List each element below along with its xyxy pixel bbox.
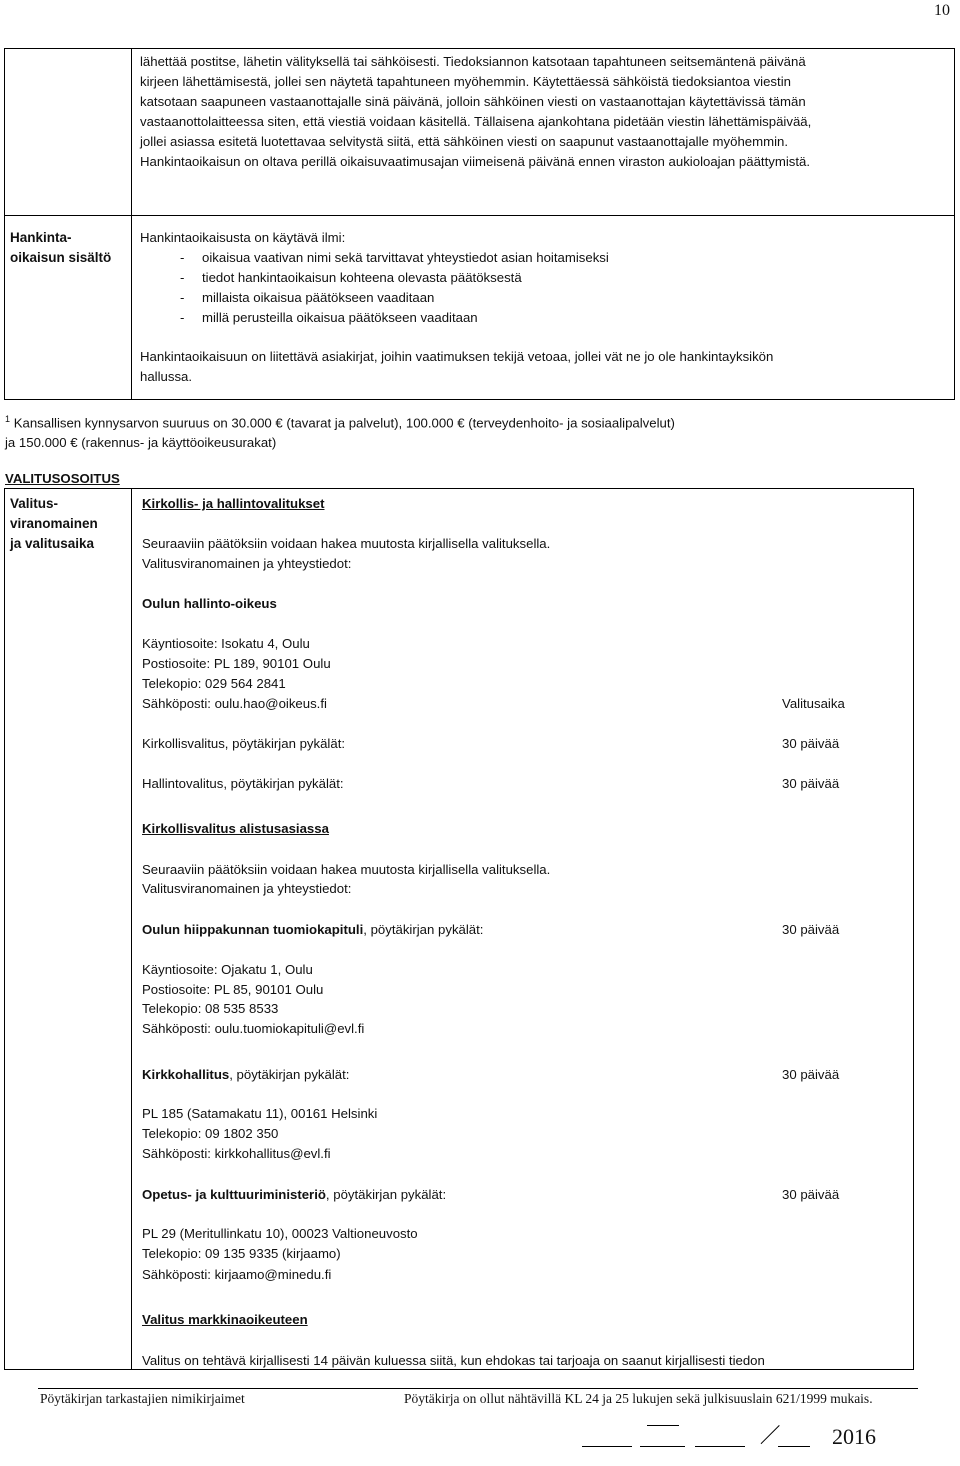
authority-name: Kirkkohallitus: [142, 1067, 230, 1082]
text-line: Valitus on tehtävä kirjallisesti 14 päivän kuluessa siitä, kun ehdokas tai tarjoaja on saanut kirjallisesti tiedon: [142, 1353, 765, 1368]
requirements-intro: Hankintaoikaisusta on käytävä ilmi:: [140, 230, 346, 245]
postal-address: Postiosoite: PL 85, 90101 Oulu: [142, 982, 324, 997]
visit-address: Käyntiosoite: Isokatu 4, Oulu: [142, 636, 310, 651]
postal-address: PL 185 (Satamakatu 11), 00161 Helsinki: [142, 1106, 378, 1121]
postal-address: Postiosoite: PL 189, 90101 Oulu: [142, 656, 331, 671]
label-line: oikaisun sisältö: [10, 250, 112, 265]
date-slash: [761, 1425, 780, 1444]
delivery-paragraph: [140, 52, 955, 172]
list-item: - millaista oikaisua päätökseen vaaditaan: [180, 290, 435, 305]
postal-address: PL 29 (Meritullinkatu 10), 00023 Valtioneuvosto: [142, 1226, 418, 1241]
signature-line: [582, 1446, 632, 1447]
subsection-heading: Valitus markkinaoikeuteen: [142, 1312, 308, 1327]
footnote-marker: 1: [5, 414, 11, 424]
appeal-period: 30 päivää: [782, 1067, 840, 1082]
appeal-period: 30 päivää: [782, 922, 840, 937]
label-line: Valitus-: [10, 496, 59, 511]
text-line: Seuraaviin päätöksiin voidaan hakea muutosta kirjallisella valituksella.: [142, 862, 551, 877]
text-line: Valitusviranomainen ja yhteystiedot:: [142, 556, 352, 571]
fax-number: Telekopio: 09 135 9335 (kirjaamo): [142, 1246, 341, 1261]
text-line: vastaanottolaitteessa siten, että viestiä voidaan käsitellä. Tällaisena ajankohtana pidetään viestin lähettämispäivää,: [140, 114, 812, 129]
authority-row: Oulun hiippakunnan tuomiokapituli, pöytäkirjan pykälät:: [142, 922, 484, 937]
label-line: viranomainen: [10, 516, 98, 531]
footnote-text: Kansallisen kynnysarvon suuruus on 30.000 € (tavarat ja palvelut), 100.000 € (terveydenhoito- ja sosiaalipalvelut): [13, 415, 675, 431]
table-divider: [131, 488, 132, 1370]
label-line: ja valitusaika: [10, 536, 95, 551]
email-address: Sähköposti: kirjaamo@minedu.fi: [142, 1267, 332, 1282]
table-divider: [131, 48, 132, 400]
text-line: kirjeen lähettämisestä, jollei sen näytetä tapahtuneen myöhemmin. Käytettäessä sähköistä tiedoksiantoa viestin: [140, 74, 791, 89]
appeal-row-label: Hallintovalitus, pöytäkirjan pykälät:: [142, 776, 344, 791]
visit-address: Käyntiosoite: Ojakatu 1, Oulu: [142, 962, 313, 977]
fax-number: Telekopio: 08 535 8533: [142, 1001, 279, 1016]
footnote: [5, 409, 945, 453]
appeal-period: 30 päivää: [782, 776, 840, 791]
fax-number: Telekopio: 029 564 2841: [142, 676, 286, 691]
signature-line: [647, 1425, 679, 1426]
text-line: jollei asiassa esitetä luotettavaa selvitystä siitä, että sähköinen viesti on saapunut vastaanottajalle myöhemmin.: [140, 134, 789, 149]
email-address: Sähköposti: oulu.tuomiokapituli@evl.fi: [142, 1021, 365, 1036]
text-line: Hankintaoikaisuun on liitettävä asiakirjat, joihin vaatimuksen tekijä vetoaa, jollei vät ne jo ole hankintayksikön: [140, 349, 774, 364]
subsection-heading: Kirkollis- ja hallintovalitukset: [142, 496, 325, 511]
attachment-note: [140, 347, 950, 387]
signature-line: [778, 1446, 810, 1447]
email-address: Sähköposti: oulu.hao@oikeus.fi: [142, 696, 327, 711]
text-line: hallussa.: [140, 369, 193, 384]
page-number: 10: [934, 2, 950, 19]
authority-row: Kirkkohallitus, pöytäkirjan pykälät:: [142, 1067, 350, 1082]
text-line: Seuraaviin päätöksiin voidaan hakea muutosta kirjallisella valituksella.: [142, 536, 551, 551]
list-item: - tiedot hankintaoikaisun kohteena olevasta päätöksestä: [180, 270, 522, 285]
footer-display-note: Pöytäkirja on ollut nähtävillä KL 24 ja 25 lukujen sekä julkisuuslain 621/1999 mukais.: [404, 1391, 873, 1406]
appeal-period: 30 päivää: [782, 1187, 840, 1202]
text-line: Hankintaoikaisun on oltava perillä oikaisuvaatimusajan viimeisenä päivänä ennen viraston aukioloajan päättymistä.: [140, 154, 811, 169]
text-line: katsotaan saapuneen vastaanottajalle sinä päivänä, jolloin sähköinen viesti on vastaanottajan käytettävissä tämän: [140, 94, 806, 109]
email-address: Sähköposti: kirkkohallitus@evl.fi: [142, 1146, 331, 1161]
table-divider: [4, 215, 955, 216]
fax-number: Telekopio: 09 1802 350: [142, 1126, 279, 1141]
appeal-row-label: Kirkollisvalitus, pöytäkirjan pykälät:: [142, 736, 346, 751]
footer-rule: [38, 1388, 918, 1389]
content-requirements: [140, 228, 950, 328]
list-item: - millä perusteilla oikaisua päätökseen vaaditaan: [180, 310, 478, 325]
section-label: [10, 228, 111, 268]
section-heading: VALITUSOSOITUS: [5, 471, 120, 486]
signature-line: [640, 1446, 685, 1447]
year-label: 2016: [832, 1424, 876, 1449]
text-line: Valitusviranomainen ja yhteystiedot:: [142, 881, 352, 896]
authority-name: Opetus- ja kulttuuriministeriö: [142, 1187, 326, 1202]
list-item: - oikaisua vaativan nimi sekä tarvittavat yhteystiedot asian hoitamiseksi: [180, 250, 609, 265]
period-header: Valitusaika: [782, 696, 845, 711]
appeal-period: 30 päivää: [782, 736, 840, 751]
signature-line: [695, 1446, 745, 1447]
authority-name: Oulun hallinto-oikeus: [142, 596, 277, 611]
subsection-heading: Kirkollisvalitus alistusasiassa: [142, 821, 329, 836]
authority-row: Opetus- ja kulttuuriministeriö, pöytäkirjan pykälät:: [142, 1187, 447, 1202]
appeal-label: [10, 494, 98, 554]
label-line: Hankinta-: [10, 230, 72, 245]
footer-initials-label: Pöytäkirjan tarkastajien nimikirjaimet: [40, 1391, 245, 1406]
authority-name: Oulun hiippakunnan tuomiokapituli: [142, 922, 364, 937]
text-line: lähettää postitse, lähetin välityksellä tai sähköisesti. Tiedoksiannon katsotaan tapahtuneen seitsemäntenä päivänä: [140, 54, 806, 69]
footnote-text: ja 150.000 € (rakennus- ja käyttöoikeusurakat): [5, 435, 277, 451]
